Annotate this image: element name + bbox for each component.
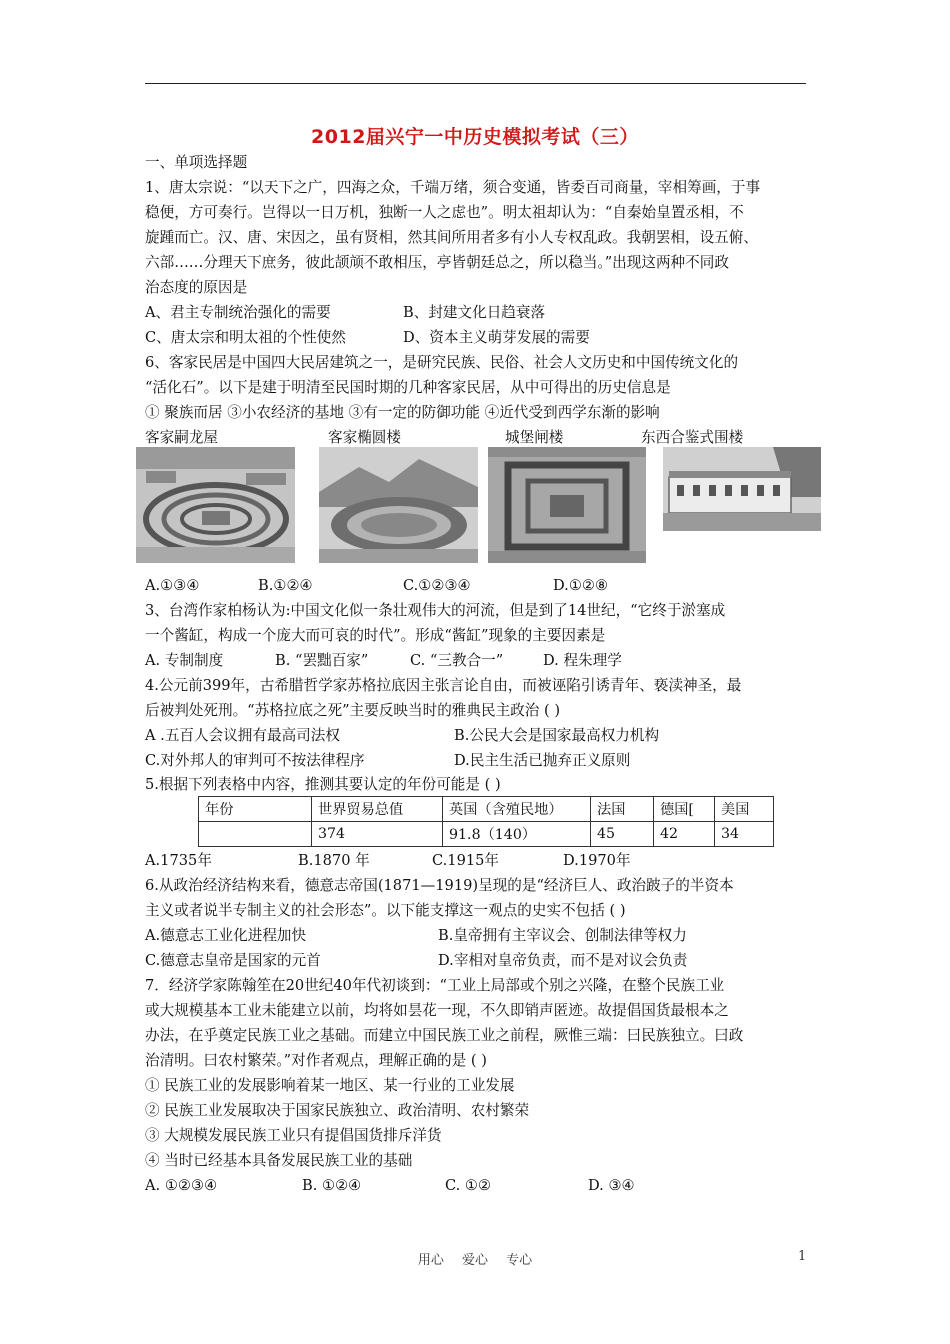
caption-enclosed-house: 东西合鉴式围楼: [641, 429, 744, 446]
q7-option-c: C. ①②: [445, 1177, 492, 1194]
q5-option-b: B.1870 年: [298, 852, 370, 869]
q3-option-c: C. “三教合一”: [410, 652, 504, 669]
q1-option-b: B、封建文化日趋衰落: [403, 304, 546, 321]
q7-line: 治清明。曰农村繁荣。”对作者观点，理解正确的是 ( ): [145, 1052, 487, 1069]
castle-gate-building-photo: [488, 447, 646, 563]
q3-line: 3、台湾作家柏杨认为:中国文化似一条壮观伟大的河流，但是到了14世纪，“它终于淤塞成: [145, 602, 726, 619]
page-title: 2012届兴宁一中历史模拟考试（三）: [311, 126, 639, 148]
table-header-cell: 年份: [199, 797, 312, 822]
q5-option-a: A.1735年: [145, 852, 212, 869]
q6a-line: ① 聚族而居 ③小农经济的基地 ③有一定的防御功能 ④近代受到西学东渐的影响: [145, 404, 660, 421]
table-header-cell: 法国: [591, 797, 654, 822]
q6b-option-a: A.德意志工业化进程加快: [145, 927, 307, 944]
table-row: [199, 822, 774, 847]
q7-option-a: A. ①②③④: [145, 1177, 218, 1194]
section-heading: 一、单项选择题: [145, 154, 248, 171]
q4-option-d: D.民主生活已抛弃正义原则: [454, 752, 631, 769]
page-number: 1: [798, 1249, 807, 1264]
q6a-option-c: C.①②③④: [403, 577, 471, 594]
q4-option-b: B.公民大会是国家最高权力机构: [454, 727, 660, 744]
table-cell: 374: [312, 822, 443, 847]
q7-option-d: D. ③④: [588, 1177, 635, 1194]
table-cell: 91.8（140）: [443, 822, 591, 847]
q1-option-d: D、资本主义萌芽发展的需要: [403, 329, 590, 346]
table-cell: 42: [654, 822, 715, 847]
q6a-option-b: B.①②④: [258, 577, 313, 594]
q5-option-d: D.1970年: [563, 852, 631, 869]
hakka-dragon-house-photo: [136, 447, 295, 563]
caption-castle-gate: 城堡闸楼: [505, 429, 564, 446]
q1-line: 1、唐太宗说：“以天下之广，四海之众，千端万绪，须合变通，皆委百司商量，宰相筹画，于事: [145, 179, 761, 196]
hakka-oval-tulou-photo: [319, 447, 478, 563]
q3-option-a: A. 专制制度: [145, 652, 224, 669]
table-header-cell: 德国[: [654, 797, 715, 822]
q7-statement: ① 民族工业的发展影响着某一地区、某一行业的工业发展: [145, 1077, 515, 1094]
western-style-enclosed-house-photo: [663, 447, 821, 531]
q6a-option-a: A.①③④: [145, 577, 200, 594]
q1-line: 六部……分理天下庶务，彼此颉颃不敢相压，亭皆朝廷总之，所以稳当。”出现这两种不同政: [145, 254, 729, 271]
q3-line: 一个酱缸，构成一个庞大而可哀的时代”。形成“酱缸”现象的主要因素是: [145, 627, 606, 644]
q1-option-a: A、君主专制统治强化的需要: [145, 304, 331, 321]
q7-option-b: B. ①②④: [302, 1177, 362, 1194]
table-cell: [199, 822, 312, 847]
q7-line: 办法，在乎奠定民族工业之基础。而建立中国民族工业之前程，厥惟三端：曰民族独立。曰政: [145, 1027, 744, 1044]
q1-line: 稳便，方可奏行。岂得以一日万机，独断一人之虑也”。明太祖却认为：“自秦始皇置丞相，不: [145, 204, 744, 221]
table-cell: 34: [715, 822, 774, 847]
q1-line: 治态度的原因是: [145, 279, 248, 296]
q6b-option-d: D.宰相对皇帝负责，而不是对议会负责: [438, 952, 688, 969]
q6b-option-c: C.德意志皇帝是国家的元首: [145, 952, 321, 969]
trade-table: [198, 796, 774, 847]
q4-line: 后被判处死刑。“苏格拉底之死”主要反映当时的雅典民主政治 ( ): [145, 702, 561, 719]
q7-line: 或大规模基本工业未能建立以前，均将如昙花一现，不久即销声匿迹。故提倡国货最根本之: [145, 1002, 729, 1019]
table-header-cell: 英国（含殖民地）: [443, 797, 591, 822]
q4-line: 4.公元前399年，古希腊哲学家苏格拉底因主张言论自由，而被诬陷引诱青年、亵渎神圣，最: [145, 677, 742, 694]
q4-option-c: C.对外邦人的审判可不按法律程序: [145, 752, 365, 769]
q6a-line: “活化石”。以下是建于明清至民国时期的几种客家民居，从中可得出的历史信息是: [145, 379, 671, 396]
q7-line: 7．经济学家陈翰笙在20世纪40年代初谈到：“工业上局部或个别之兴隆，在整个民族工业: [145, 977, 725, 994]
table-header-row: [199, 797, 774, 822]
table-cell: 45: [591, 822, 654, 847]
q7-statement: ③ 大规模发展民族工业只有提倡国货排斥洋货: [145, 1127, 442, 1144]
q7-statement: ④ 当时已经基本具备发展民族工业的基础: [145, 1152, 413, 1169]
table-header-cell: 世界贸易总值: [312, 797, 443, 822]
q6b-line: 主义或者说半专制主义的社会形态”。以下能支撑这一观点的史实不包括 ( ): [145, 902, 626, 919]
q3-option-d: D. 程朱理学: [543, 652, 622, 669]
q6a-option-d: D.①②⑧: [553, 577, 609, 594]
caption-oval-tulou: 客家椭圆楼: [328, 429, 401, 446]
page-footer: 用心 爱心 专心: [417, 1253, 533, 1268]
caption-dragon-house: 客家嗣龙屋: [145, 429, 218, 446]
table-header-cell: 美国: [715, 797, 774, 822]
q7-statement: ② 民族工业发展取决于国家民族独立、政治清明、农村繁荣: [145, 1102, 530, 1119]
header-rule: [145, 83, 806, 84]
q6b-line: 6.从政治经济结构来看，德意志帝国(1871—1919)呈现的是“经济巨人、政治跛子的半资本: [145, 877, 734, 894]
q6a-line: 6、客家民居是中国四大民居建筑之一，是研究民族、民俗、社会人文历史和中国传统文化的: [145, 354, 739, 371]
q5-option-c: C.1915年: [432, 852, 500, 869]
q6b-option-b: B.皇帝拥有主宰议会、创制法律等权力: [438, 927, 687, 944]
q1-line: 旋踵而亡。汉、唐、宋因之，虽有贤相，然其间所用者多有小人专权乱政。我朝罢相，设五俯、: [145, 229, 758, 246]
q1-option-c: C、唐太宗和明太祖的个性使然: [145, 329, 346, 346]
q5-line: 5.根据下列表格中内容，推测其要认定的年份可能是 ( ): [145, 776, 501, 793]
q4-option-a: A .五百人会议拥有最高司法权: [145, 727, 340, 744]
q3-option-b: B. “罢黜百家”: [275, 652, 369, 669]
